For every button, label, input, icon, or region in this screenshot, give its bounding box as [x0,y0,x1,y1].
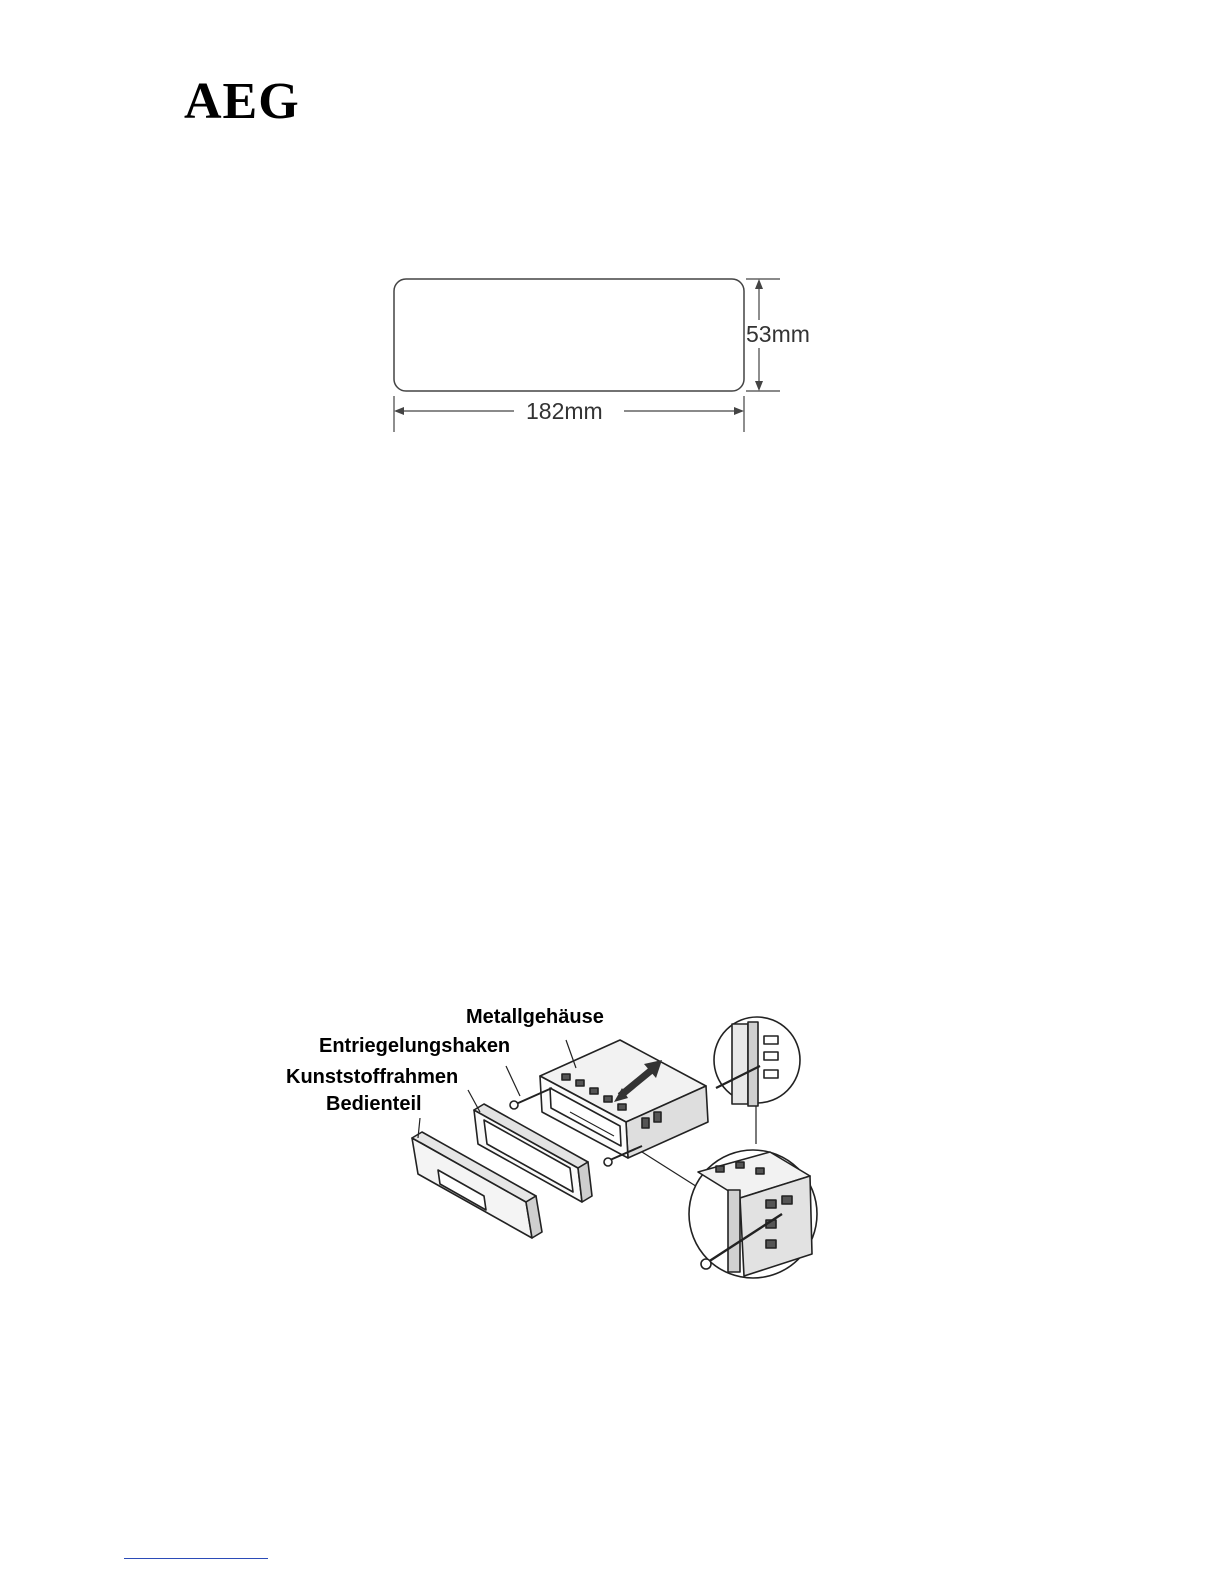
width-label: 182mm [526,398,603,424]
arrow-right-icon [734,407,744,415]
label-release-hooks: Entriegelungshaken [319,1035,511,1057]
footer-separator [124,1558,268,1559]
detail-view-top [714,1017,800,1106]
aeg-logo: AEG [184,73,300,130]
height-label: 53mm [746,321,810,347]
label-plastic-frame: Kunststoffrahmen [286,1066,459,1088]
detail-view-bottom [689,1150,817,1278]
label-control-panel: Bedienteil [326,1093,422,1115]
arrow-down-icon [755,381,763,391]
arrow-up-icon [755,279,763,289]
label-metal-housing: Metallgehäuse [466,1006,604,1028]
arrow-left-icon [394,407,404,415]
cutout-dimension-figure [388,268,828,444]
cutout-outline [394,279,744,391]
